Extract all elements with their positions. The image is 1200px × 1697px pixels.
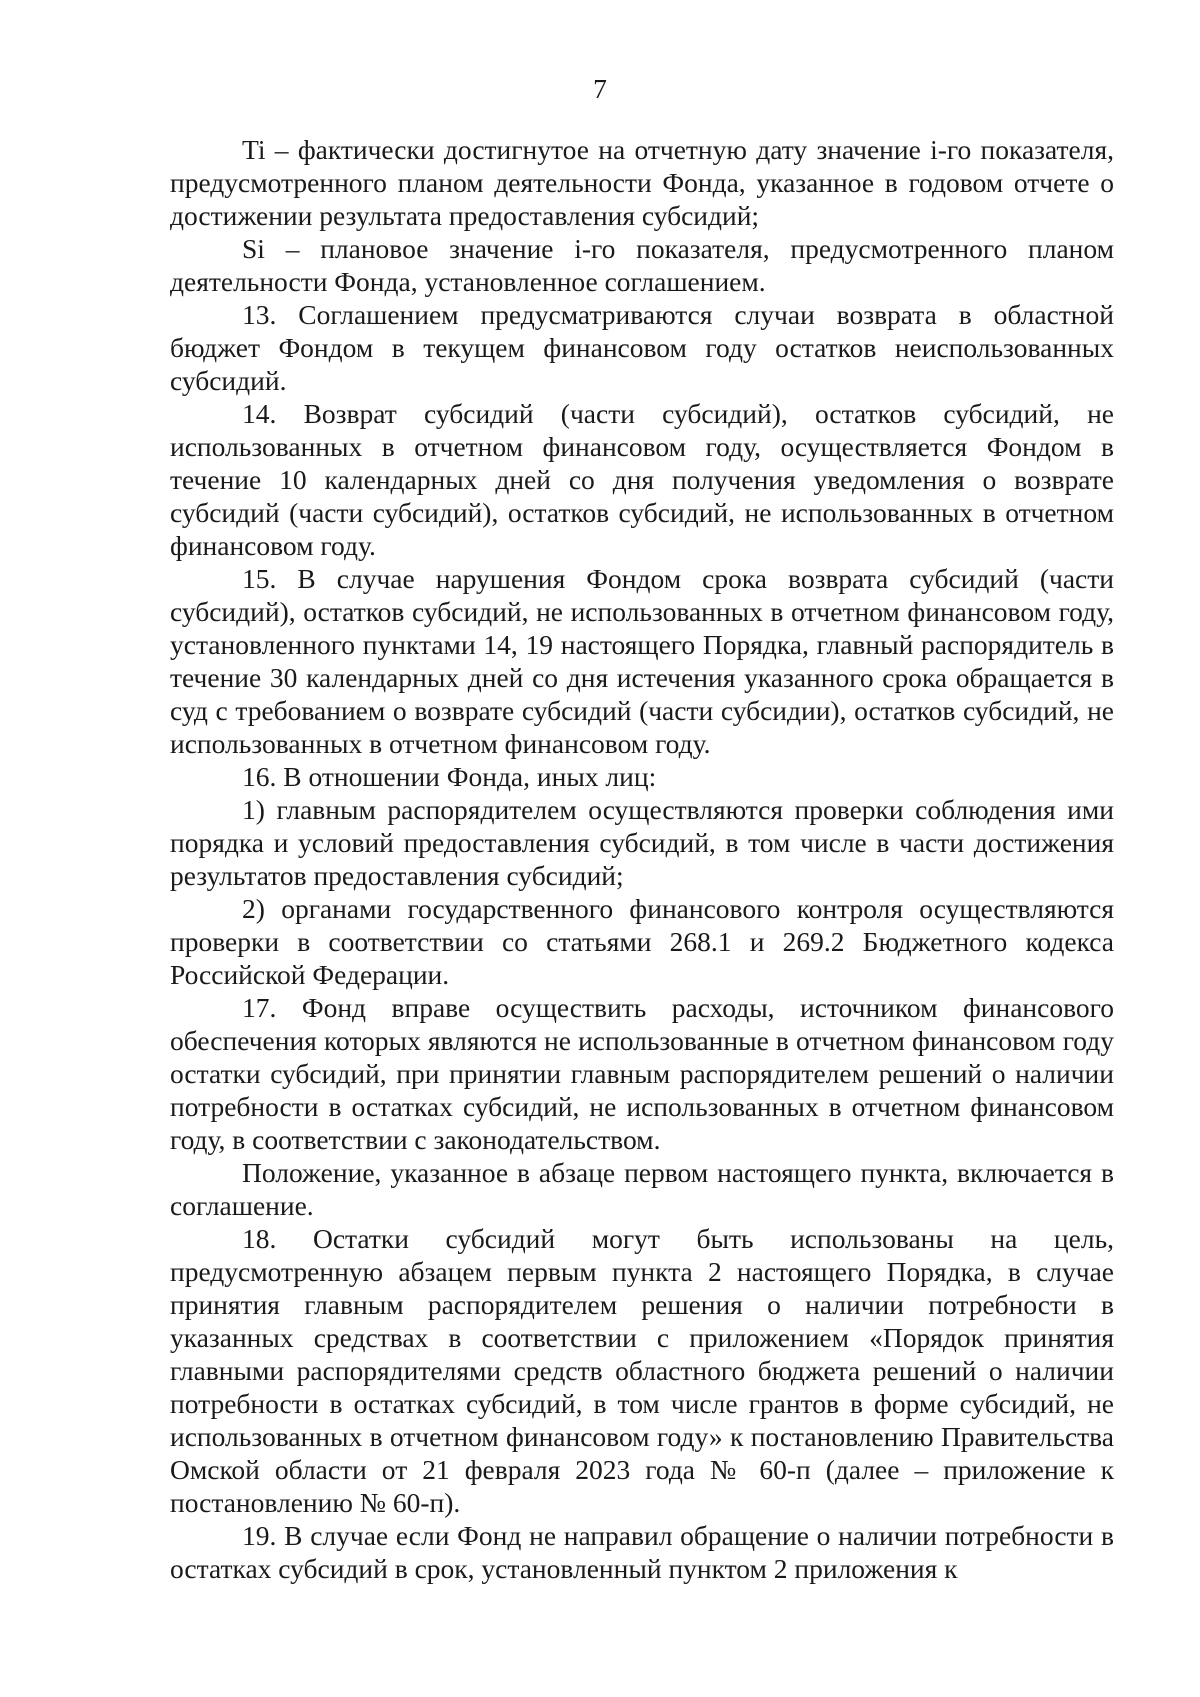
paragraph-ti-definition: Ti – фактически достигнутое на отчетную дату значение i-го показателя, предусмотренного планом деятельности Фонда, указанное в годовом отчете о достижении результата предоставления субсидий; [170,134,1114,231]
paragraph-18: 18. Остатки субсидий могут быть использованы на цель, предусмотренную абзацем первым пункта 2 настоящего Порядка, в случае принятия главным распорядителем решения о наличии потребности в указанных средствах в соответствии с приложением «Порядок принятия главными распорядителями средств областного бюджета решений о наличии потребности в остатках субсидий, в том числе грантов в форме субсидий, не использованных в отчетном финансовом году» к постановлению Правительства Омской области от 21 февраля 2023 года № 60-п (далее – приложение к постановлению № 60-п). [170,1223,1114,1518]
paragraph-14: 14. Возврат субсидий (части субсидий), остатков субсидий, не использованных в отчетном финансовом году, осуществляется Фондом в течение 10 календарных дней со дня получения уведомления о возврате субсидий (части субсидий), остатков субсидий, не использованных в отчетном финансовом году. [170,398,1114,561]
paragraph-17: 17. Фонд вправе осуществить расходы, источником финансового обеспечения которых являются не использованные в отчетном финансовом году остатки субсидий, при принятии главным распорядителем решений о наличии потребности в остатках субсидий, не использованных в отчетном финансовом году, в соответствии с законодательством. [170,992,1114,1155]
paragraph-17-provision: Положение, указанное в абзаце первом настоящего пункта, включается в соглашение. [170,1157,1114,1221]
paragraph-13: 13. Соглашением предусматриваются случаи возврата в областной бюджет Фондом в текущем финансовом году остатков неиспользованных субсидий. [170,299,1114,396]
page-number: 7 [593,73,607,104]
paragraph-19: 19. В случае если Фонд не направил обращение о наличии потребности в остатках субсидий в срок, установленный пунктом 2 приложения к [170,1520,1114,1584]
paragraph-16-item-1: 1) главным распорядителем осуществляются проверки соблюдения ими порядка и условий предоставления субсидий, в том числе в части достижения результатов предоставления субсидий; [170,794,1114,891]
paragraph-16: 16. В отношении Фонда, иных лиц: [242,761,657,792]
paragraph-15: 15. В случае нарушения Фондом срока возврата субсидий (части субсидий), остатков субсидий, не использованных в отчетном финансовом году, установленного пунктами 14, 19 настоящего Порядка, главный распорядитель в течение 30 календарных дней со дня истечения указанного срока обращается в суд с требованием о возврате субсидий (части субсидии), остатков субсидий, не использованных в отчетном финансовом году. [170,563,1114,759]
paragraph-si-definition: Si – плановое значение i-го показателя, предусмотренного планом деятельности Фонда, установленное соглашением. [170,233,1114,297]
document-body [170,133,1114,1585]
paragraph-16-item-2: 2) органами государственного финансового контроля осуществляются проверки в соответствии со статьями 268.1 и 269.2 Бюджетного кодекса Российской Федерации. [170,893,1114,990]
